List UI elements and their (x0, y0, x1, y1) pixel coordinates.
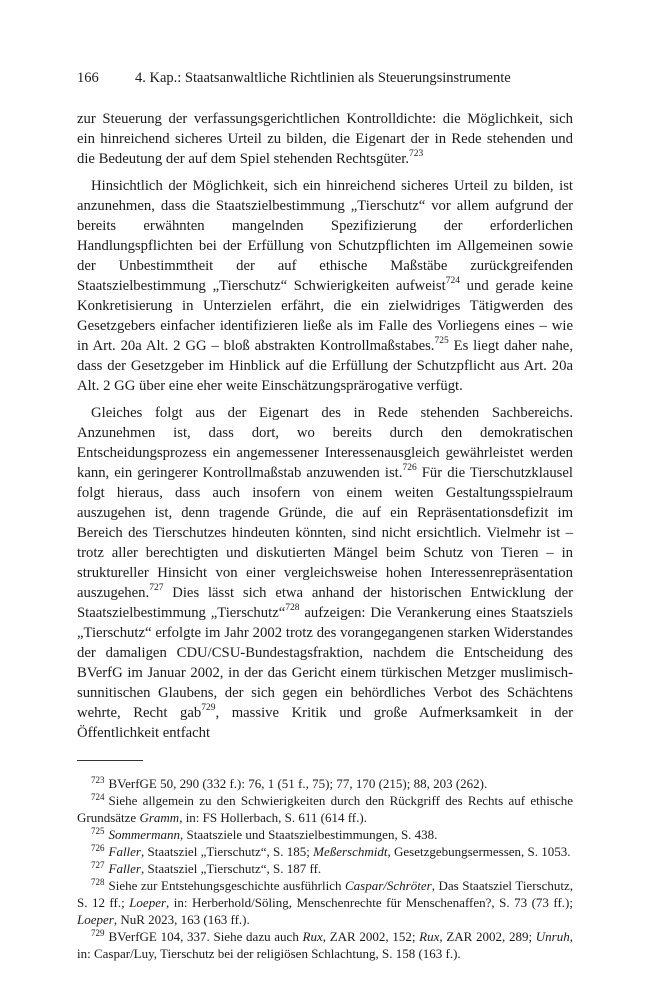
author-name: Rux (419, 929, 440, 944)
footnote-number: 726 (91, 842, 105, 853)
footnote (77, 775, 573, 792)
text-run: , Das Staatsziel Tierschutz, S. 12 ff.; (77, 878, 573, 910)
author-name: Faller (108, 844, 141, 859)
footnote-ref[interactable]: 726 (402, 463, 417, 474)
author-name: Meßerschmidt (313, 844, 388, 859)
text-run: Siehe zur Entstehungsgeschichte ausführlich (108, 878, 346, 893)
text-run: Siehe allgemein zu den Schwierigkeiten durch den Rückgriff des Rechts auf ethische Grundsätze (77, 793, 573, 825)
footnote-number: 729 (91, 927, 105, 938)
text-run: Hinsichtlich der Möglichkeit, sich ein hinreichend sicheres Urteil zu bilden, ist anzunehmen, dass die Staatszielbestimmung „Tierschutz“ vor allem aufgrund der bereits erwähnten mangelnden Spezifizierung der erforderlichen Handlungspflichten bei der Erfüllung von Schutzpflichten im Allgemeinen sowie der Unbestimmtheit der auf ethische Maßstäbe zurückgreifenden Staatszielbestimmung „Tierschutz“ Schwierigkeiten aufweist (77, 178, 573, 294)
text-run: , in: Herberhold/Söling, Menschenrechte für Menschenaffen?, S. 73 (73 ff.); (166, 895, 573, 910)
author-name: Rux (302, 929, 323, 944)
text-run: Es liegt daher nahe, dass der Gesetzgeber im Hinblick auf die Erfüllung der Schutzpflicht aus Art. 20a Alt. 2 GG über eine eher weite Einschätzungsprärogative verfügt. (77, 338, 573, 394)
text-run: BVerfGE 50, 290 (332 f.): 76, 1 (51 f., 75); 77, 170 (215); 88, 203 (262). (108, 776, 488, 791)
footnote (77, 928, 573, 962)
footnote (77, 860, 573, 877)
text-run: aufzeigen: Die Verankerung eines Staatsziels „Tierschutz“ erfolgte im Jahr 2002 trotz des vorangegangenen starken Widerstandes der damaligen CDU/CSU-Bundestagsfraktion, nachdem die Entscheidung des BVerfG im Januar 2002, in der das Gericht einem türkischen Metzger muslimisch-sunnitischen Glaubens, der sich gegen ein behördliches Verbot des Schächtens wehrte, Recht gab (77, 605, 573, 721)
footnote-separator (77, 760, 143, 761)
text-run: , Staatsziel „Tierschutz“, S. 185; (141, 844, 314, 859)
text-run: , in: FS Hollerbach, S. 611 (614 ff.). (179, 810, 367, 825)
text-run: Dies lässt sich etwa anhand der historischen Entwicklung der Staatszielbestimmung „Tierschutz“ (77, 585, 573, 621)
footnote-ref[interactable]: 728 (285, 603, 300, 614)
main-text (77, 109, 573, 743)
text-run: und gerade keine Konkretisierung in Unterzielen erfährt, die ein zielwidriges Tätigwerden des Gesetzgebers einfacher identifizieren ließe als im Falle des Vorliegens eines – wie in Art. 20a Alt. 2 GG – bloß abstrakten Kontrollmaßstabes. (77, 278, 573, 354)
text-run: , Staatsziel „Tierschutz“, S. 187 ff. (141, 861, 322, 876)
paragraph (77, 176, 573, 396)
text-run: , in: Caspar/Luy, Tierschutz bei der religiösen Schlachtung, S. 158 (163 f.). (77, 929, 573, 961)
text-run: , Gesetzgebungsermessen, S. 1053. (387, 844, 571, 859)
paragraph (77, 403, 573, 743)
footnote (77, 877, 573, 928)
footnotes (77, 775, 573, 962)
text-run: BVerfGE 104, 337. Siehe dazu auch (108, 929, 303, 944)
footnote-ref[interactable]: 727 (149, 583, 164, 594)
author-name: Loeper (129, 895, 167, 910)
author-name: Gramm (139, 810, 180, 825)
text-run: , massive Kritik und große Aufmerksamkeit in der Öffentlichkeit entfacht (77, 705, 573, 741)
footnote-ref[interactable]: 724 (445, 276, 460, 287)
footnote-number: 723 (91, 774, 105, 785)
footnote-ref[interactable]: 725 (434, 336, 449, 347)
book-page (77, 68, 573, 962)
text-run: , Staatsziele und Staatszielbestimmungen, S. 438. (180, 827, 438, 842)
text-run: Gleiches folgt aus der Eigenart des in Rede stehenden Sachbereichs. Anzunehmen ist, dass dort, wo bereits durch den demokratischen Entscheidungsprozess ein angemessener Interessenausgleich gewährleistet werden kann, ein geringerer Kontrollmaßstab anzuwenden ist. (77, 405, 573, 481)
author-name: Caspar/Schröter (345, 878, 432, 893)
running-title: 4. Kap.: Staatsanwaltliche Richtlinien als Steuerungsinstrumente (135, 70, 511, 86)
text-run: Für die Tierschutzklausel folgt hieraus, dass auch insofern von einem weiten Gestaltungsspielraum auszugehen ist, denn tragende Gründe, die auf ein Repräsentationsdefizit im Bereich des Tierschutzes hindeuten könnten, sind nicht ersichtlich. Vielmehr ist – trotz aller berechtigten und diskutierten Mängel beim Schutz von Tieren – in struktureller Hinsicht von einer vergleichsweise hohen Interessenrepräsentation auszugehen. (77, 465, 573, 601)
text-run: , ZAR 2002, 289; (439, 929, 536, 944)
paragraph (77, 109, 573, 169)
author-name: Loeper (77, 912, 114, 927)
author-name: Unruh (535, 929, 570, 944)
footnote-number: 724 (91, 791, 105, 802)
footnote-number: 727 (91, 859, 105, 870)
running-header (77, 68, 573, 88)
footnote-ref[interactable]: 729 (201, 703, 216, 714)
footnote-number: 725 (91, 825, 105, 836)
footnote-ref[interactable]: 723 (409, 149, 424, 160)
author-name: Faller (108, 861, 141, 876)
footnote (77, 843, 573, 860)
footnote (77, 792, 573, 826)
page-number: 166 (77, 70, 99, 86)
footnote-number: 728 (91, 876, 105, 887)
text-run: zur Steuerung der verfassungsgerichtlichen Kontrolldichte: die Möglichkeit, sich ein hinreichend sicheres Urteil zu bilden, die Eigenart der in Rede stehenden und die Bedeutung der auf dem Spiel stehenden Rechtsgüter. (77, 111, 573, 167)
author-name: Sommermann (108, 827, 180, 842)
footnote (77, 826, 573, 843)
text-run: , NuR 2023, 163 (163 ff.). (113, 912, 250, 927)
text-run: , ZAR 2002, 152; (322, 929, 420, 944)
